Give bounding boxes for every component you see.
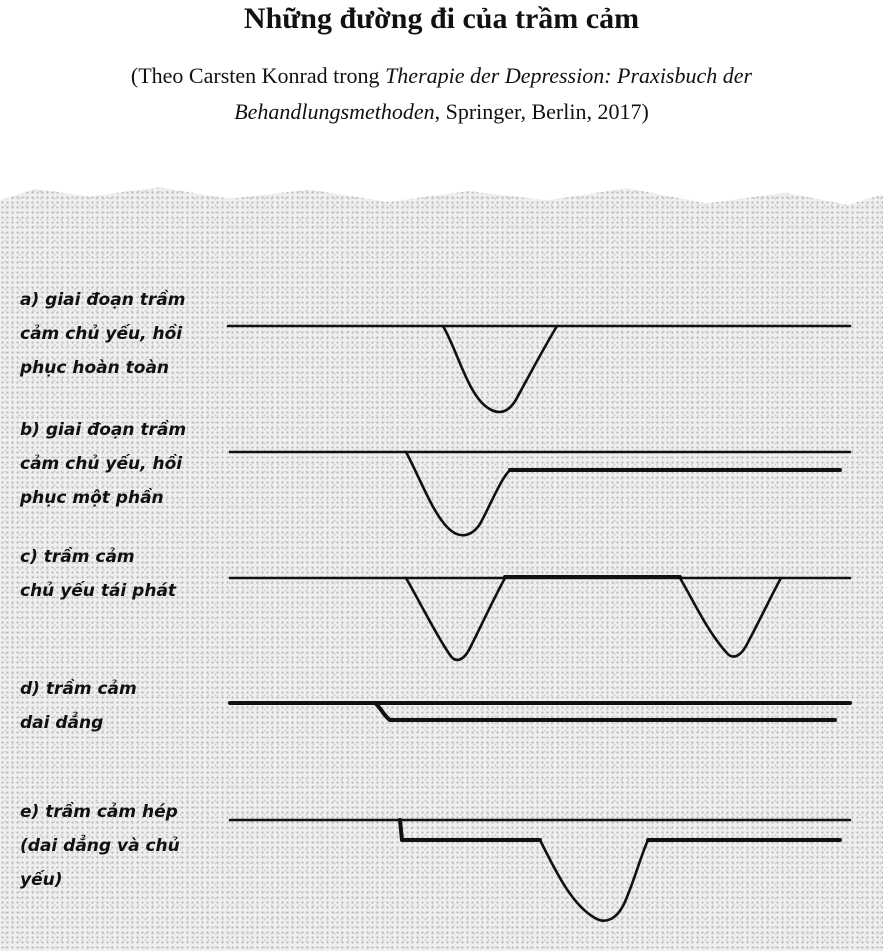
course-e-episode-curve [540, 840, 648, 921]
course-d-label-line-1: d) trầm cảm [20, 679, 137, 699]
citation-prefix: (Theo Carsten Konrad trong [130, 63, 386, 88]
course-a-label-line-2: cảm chủ yếu, hồi [20, 324, 183, 344]
course-b-label-line-1: b) giai đoạn trầm [20, 420, 187, 440]
citation-book-title: Therapie der Depression: Praxisbuch der Behandlungsmethoden [234, 63, 753, 124]
citation-suffix: , Springer, Berlin, 2017) [434, 99, 649, 124]
course-c-episode-2-curve [680, 578, 781, 657]
course-a-label-line-1: a) giai đoạn trầm [20, 290, 186, 310]
course-d-label-line-2: dai dẳng [20, 713, 104, 733]
course-c-label-line-2: chủ yếu tái phát [20, 581, 177, 601]
course-a-label-line-3: phục hoàn toàn [20, 358, 170, 378]
course-c-label-line-1: c) trầm cảm [20, 547, 135, 567]
course-d-onset-step [375, 703, 390, 720]
course-c-episode-1-curve [406, 578, 505, 660]
course-e-label-line-2: (dai dẳng và chủ [20, 836, 180, 856]
course-b-episode-curve [406, 452, 510, 535]
page-title: Những đường đi của trầm cảm [243, 2, 640, 35]
course-e-onset-step [400, 820, 540, 840]
course-b-label-line-3: phục một phần [20, 488, 164, 508]
course-b-label-line-2: cảm chủ yếu, hồi [20, 454, 183, 474]
course-e-label-line-1: e) trầm cảm hép [20, 802, 178, 822]
course-e-label-line-3: yếu) [20, 870, 63, 890]
course-a-episode-curve [443, 326, 557, 412]
